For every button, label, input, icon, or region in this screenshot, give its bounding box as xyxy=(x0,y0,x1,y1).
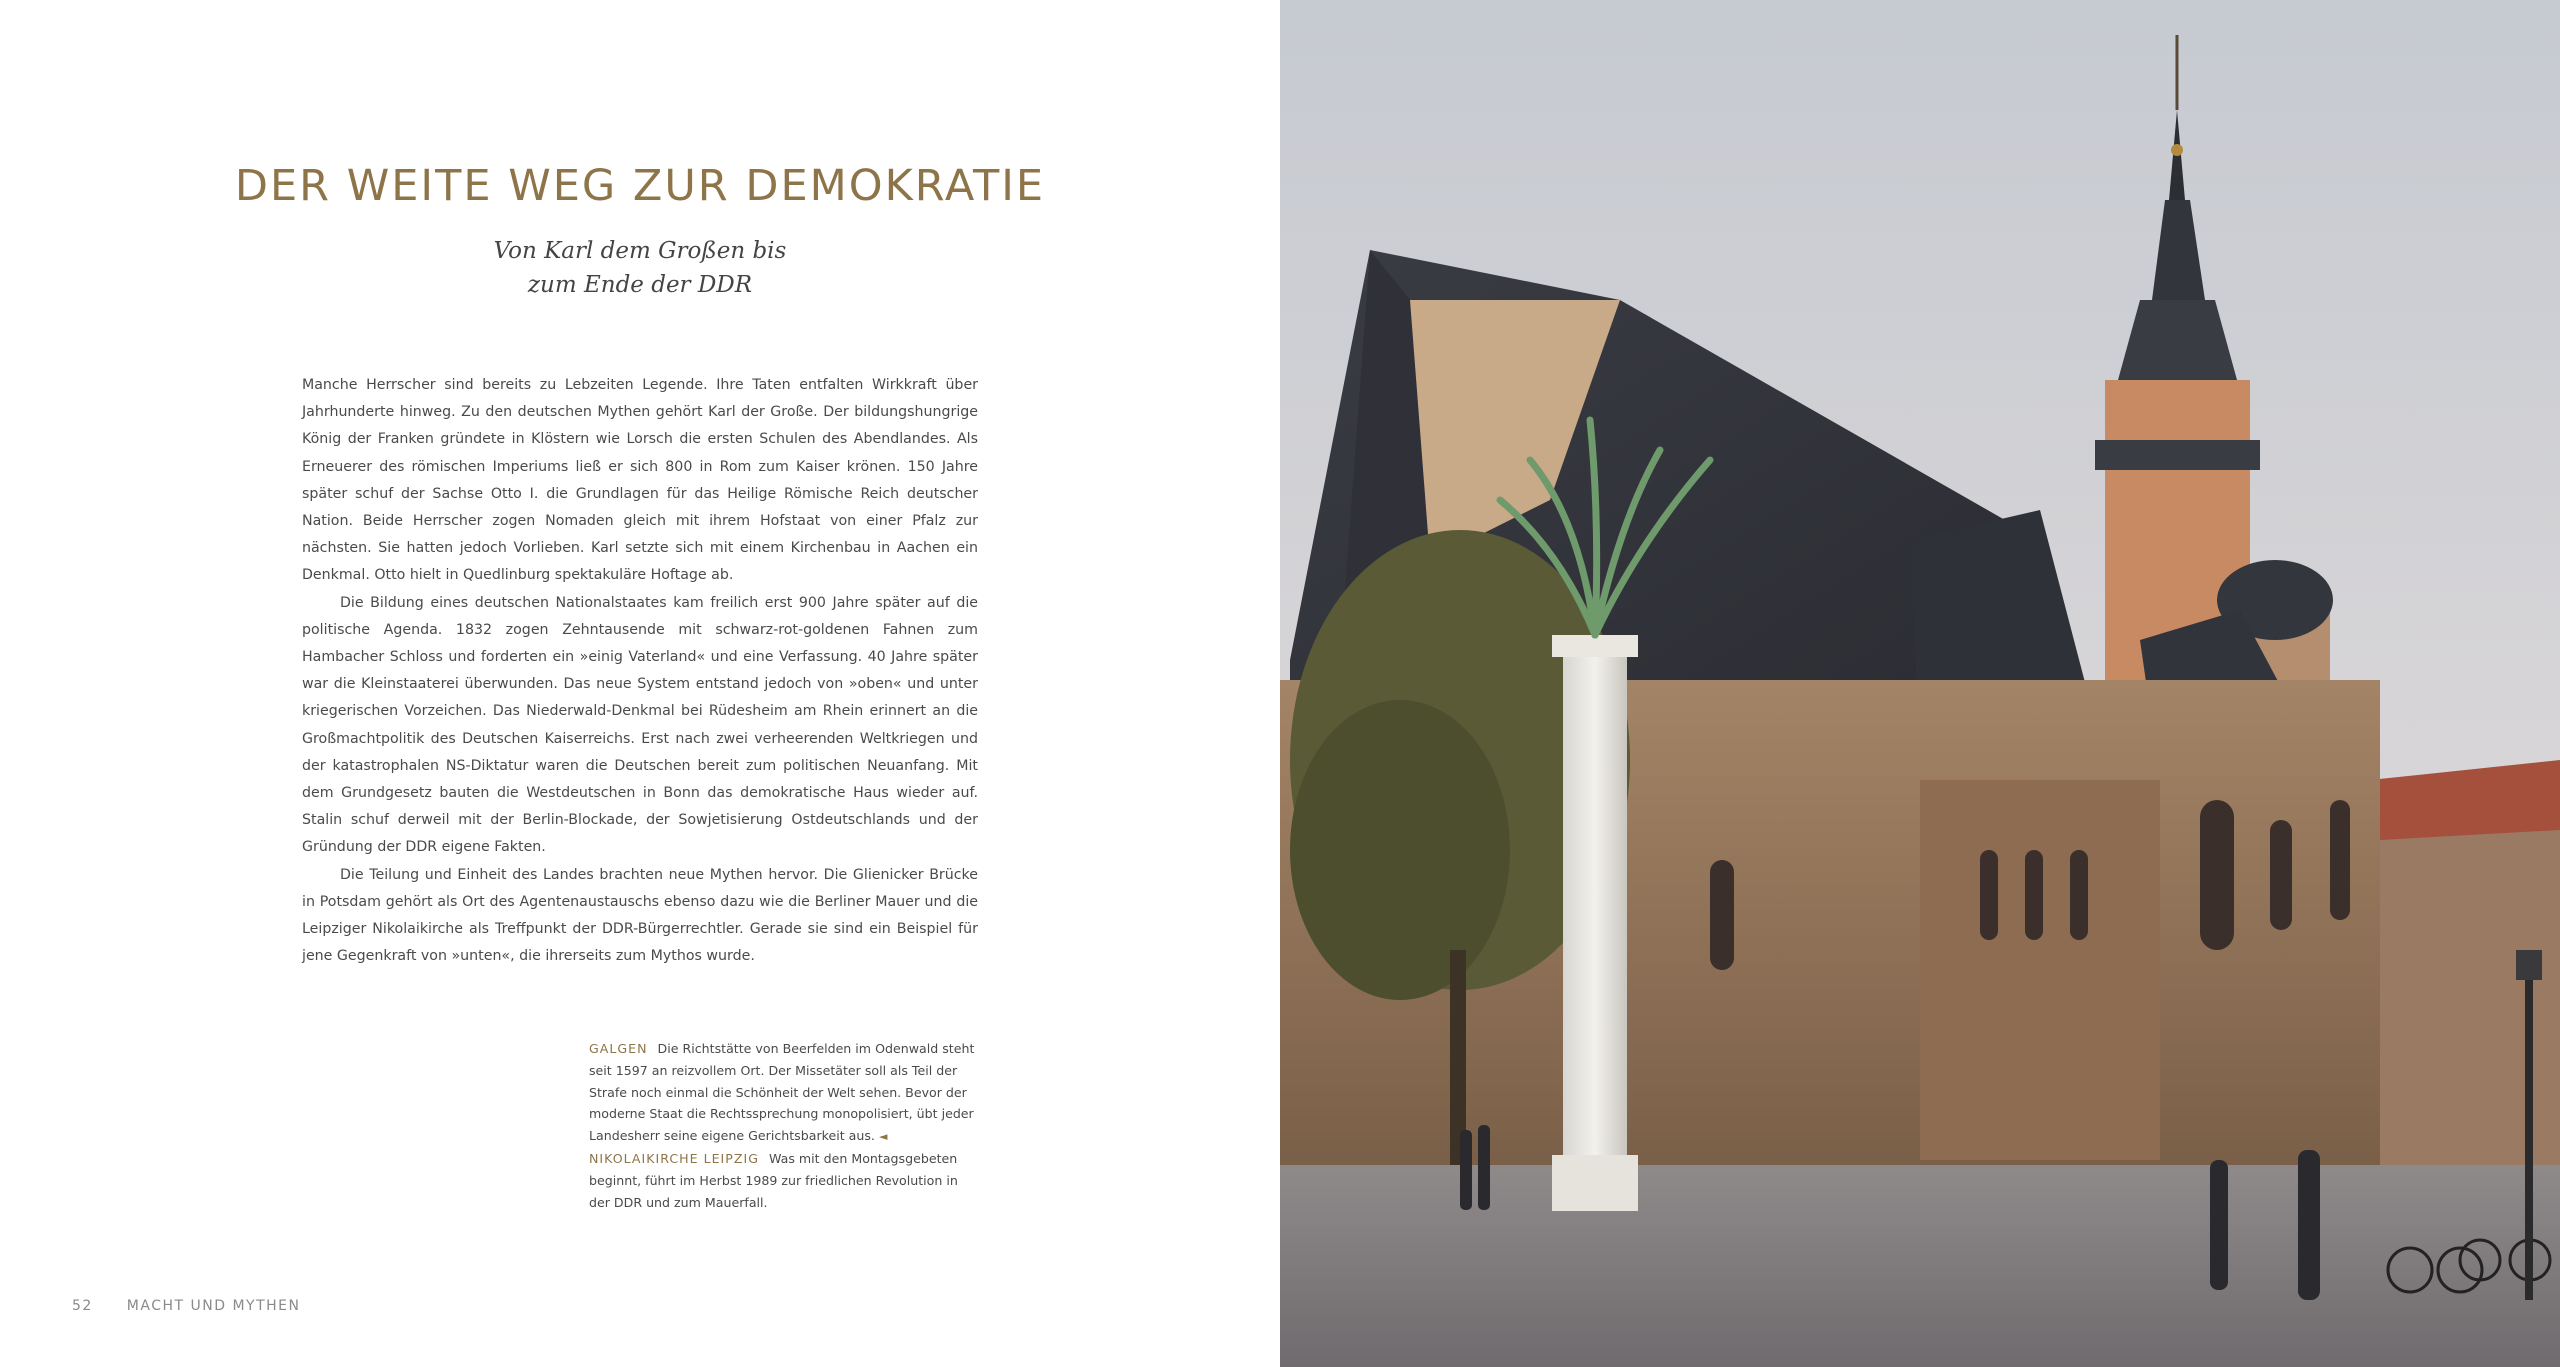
caption-text: Die Richtstätte von Beerfelden im Odenwald steht seit 1597 an reizvollem Ort. Der Missetäter soll als Teil der Strafe noch einmal die Schönheit der Welt sehen. Bevor der moderne Staat die Rechtssprechung monopolisiert, übt jeder Landesherr seine eigene Gerichtsbarkeit aus. xyxy=(589,1041,975,1144)
spire-orb xyxy=(2171,144,2183,156)
lamp-head xyxy=(2516,950,2542,980)
paragraph-2: Die Bildung eines deutschen Nationalstaates kam freilich erst 900 Jahre später auf die politische Agenda. 1832 zogen Zehntausende mit schwarz-rot-goldenen Fahnen zum Hambacher Schloss und forderten ein »einig Vaterland« und eine Verfassung. 40 Jahre später war die Kleinstaaterei überwunden. Das neue System entstand jedoch von »oben« und unter kriegerischen Vorzeichen. Das Niederwald-Denkmal bei Rüdesheim am Rhein erinnert an die Großmachtpolitik des Deutschen Kaiserreichs. Erst nach zwei verheerenden Weltkriegen und der katastrophalen NS-Diktatur waren die Deutschen bereit zum politischen Neuanfang. Mit dem Grundgesetz bauten die Westdeutschen in Bonn das demokratische Haus wieder auf. Stalin schuf derweil mit der Berlin-Blockade, der Sowjetisierung Ostdeutschlands und der Gründung der DDR eigene Fakten. xyxy=(302,594,978,856)
caption-text: Was mit den Montagsgebeten beginnt, führt im Herbst 1989 zur friedlichen Revolution in der DDR und zum Mauerfall. xyxy=(589,1150,958,1210)
caption-label: GALGEN xyxy=(589,1041,648,1056)
chapel-wall xyxy=(1920,780,2160,1160)
nikolai-column xyxy=(1563,640,1627,1160)
caption-nikolaikirche xyxy=(589,1148,979,1213)
paragraph-1: Manche Herrscher sind bereits zu Lebzeiten Legende. Ihre Taten entfalten Wirkkraft über Jahrhunderte hinweg. Zu den deutschen Mythen gehört Karl der Große. Der bildungshungrige König der Franken gründete in Klöstern wie Lorsch die ersten Schulen des Abendlandes. Als Erneuerer des römischen Imperiums ließ er sich 800 in Rom zum Kaiser krönen. 150 Jahre später schuf der Sachse Otto I. die Grundlagen für das Heilige Römische Reich deutscher Nation. Beide Herrscher zogen Nomaden gleich mit ihrem Hofstaat von einer Pfalz zur nächsten. Sie hatten jedoch Vorlieben. Karl setzte sich mit einem Kirchenbau in Aachen ein Denkmal. Otto hielt in Quedlinburg spektakuläre Hoftage ab. xyxy=(302,377,978,584)
caption-marker-icon: ◄ xyxy=(878,1130,888,1144)
photo-captions xyxy=(589,1038,979,1213)
caption-galgen xyxy=(589,1038,979,1148)
caption-label: NIKOLAIKIRCHE LEIPZIG xyxy=(589,1150,759,1166)
page-footer xyxy=(72,1298,300,1314)
subtitle-line-1: Von Karl dem Großen bis xyxy=(493,238,787,264)
subtitle-line-2: zum Ende der DDR xyxy=(527,272,753,298)
paragraph-3: Die Teilung und Einheit des Landes brachten neue Mythen hervor. Die Glienicker Brücke in Potsdam gehört als Ort des Agentenaustauschs ebenso dazu wie die Berliner Mauer und die Leipziger Nikolaikirche als Treffpunkt der DDR-Bürgerrechtler. Gerade sie sind ein Beispiel für jene Gegenkraft von »unten«, die ihrerseits zum Mythos wurde. xyxy=(302,866,978,965)
section-title: MACHT UND MYTHEN xyxy=(126,1298,301,1314)
tree-crown-shadow xyxy=(1290,700,1510,1000)
column-base xyxy=(1552,1155,1638,1211)
body-text xyxy=(302,372,978,970)
church-photo xyxy=(1280,0,2560,1367)
tower-balcony xyxy=(2095,440,2260,470)
page-title: DER WEITE WEG ZUR DEMOKRATIE xyxy=(234,160,1046,211)
page-number: 52 xyxy=(72,1298,93,1314)
street-lamp xyxy=(2525,960,2533,1300)
page-subtitle xyxy=(0,234,1280,302)
